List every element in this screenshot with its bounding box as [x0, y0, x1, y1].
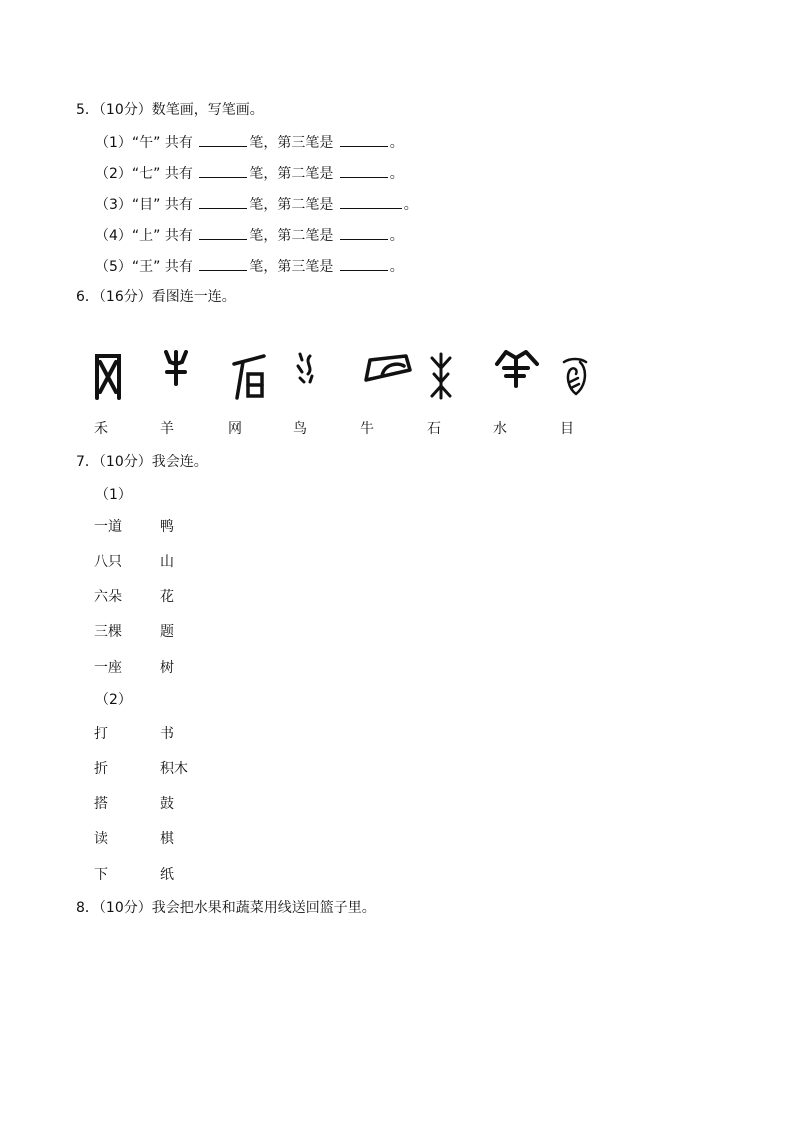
q7-right-item[interactable]: 鸭 [160, 519, 174, 535]
q7-part1-label: （1） [95, 487, 132, 503]
q7-left-item[interactable]: 折 [94, 761, 108, 777]
q7-right-item[interactable]: 书 [160, 726, 174, 742]
match-label[interactable]: 羊 [160, 421, 174, 437]
q7-left-item[interactable]: 一座 [94, 660, 122, 676]
match-label[interactable]: 目 [560, 421, 574, 437]
oracle-glyph-7[interactable] [494, 348, 540, 388]
q7-right-item[interactable]: 花 [160, 589, 174, 605]
q7-right-item[interactable]: 鼓 [160, 796, 174, 812]
match-label[interactable]: 牛 [360, 421, 374, 437]
match-label[interactable]: 网 [228, 421, 242, 437]
q7-left-item[interactable]: 六朵 [94, 589, 122, 605]
match-label[interactable]: 禾 [94, 421, 108, 437]
q7-right-item[interactable]: 纸 [160, 867, 174, 883]
oracle-glyph-1[interactable] [92, 352, 124, 400]
stroke-name-blank[interactable] [340, 257, 388, 271]
q7-left-item[interactable]: 读 [94, 831, 108, 847]
stroke-count-blank[interactable] [199, 195, 247, 209]
oracle-glyph-5[interactable] [362, 352, 414, 384]
stroke-name-blank[interactable] [340, 226, 388, 240]
q7-header: 7．（10分）我会连。 [76, 454, 208, 470]
q7-right-item[interactable]: 题 [160, 624, 174, 640]
stroke-name-blank[interactable] [340, 133, 388, 147]
q7-left-item[interactable]: 八只 [94, 554, 122, 570]
oracle-glyph-6[interactable] [428, 352, 454, 400]
q7-right-item[interactable]: 山 [160, 554, 174, 570]
q7-part2-label: （2） [95, 692, 132, 708]
q7-right-item[interactable]: 树 [160, 660, 174, 676]
q5-item-4: （4）“上” 共有 笔，第二笔是 。 [95, 228, 404, 244]
q7-left-item[interactable]: 三棵 [94, 624, 122, 640]
q6-header: 6．（16分）看图连一连。 [76, 289, 236, 305]
stroke-count-blank[interactable] [199, 164, 247, 178]
q7-left-item[interactable]: 打 [94, 726, 108, 742]
q8-header: 8．（10分）我会把水果和蔬菜用线送回篮子里。 [76, 900, 376, 916]
q5-header: 5．（10分）数笔画，写笔画。 [76, 102, 264, 118]
match-label[interactable]: 鸟 [293, 421, 307, 437]
q5-item-1: （1）“午” 共有 笔，第三笔是 。 [95, 135, 404, 151]
q7-left-item[interactable]: 搭 [94, 796, 108, 812]
match-label[interactable]: 水 [493, 421, 507, 437]
stroke-name-blank[interactable] [340, 164, 388, 178]
oracle-glyph-8[interactable] [560, 356, 590, 396]
q7-right-item[interactable]: 积木 [160, 761, 188, 777]
q5-item-2: （2）“七” 共有 笔，第二笔是 。 [95, 166, 404, 182]
stroke-count-blank[interactable] [199, 226, 247, 240]
stroke-count-blank[interactable] [199, 257, 247, 271]
oracle-glyph-4[interactable] [294, 352, 316, 384]
q7-left-item[interactable]: 一道 [94, 519, 122, 535]
stroke-count-blank[interactable] [199, 133, 247, 147]
q5-item-5: （5）“王” 共有 笔，第三笔是 。 [95, 259, 404, 275]
q7-right-item[interactable]: 棋 [160, 831, 174, 847]
oracle-glyph-2[interactable] [162, 348, 190, 386]
oracle-glyph-3[interactable] [230, 352, 266, 400]
q5-item-3: （3）“目” 共有 笔，第二笔是 。 [95, 197, 418, 213]
match-label[interactable]: 石 [427, 421, 441, 437]
stroke-name-blank[interactable] [340, 195, 402, 209]
q7-left-item[interactable]: 下 [94, 867, 108, 883]
